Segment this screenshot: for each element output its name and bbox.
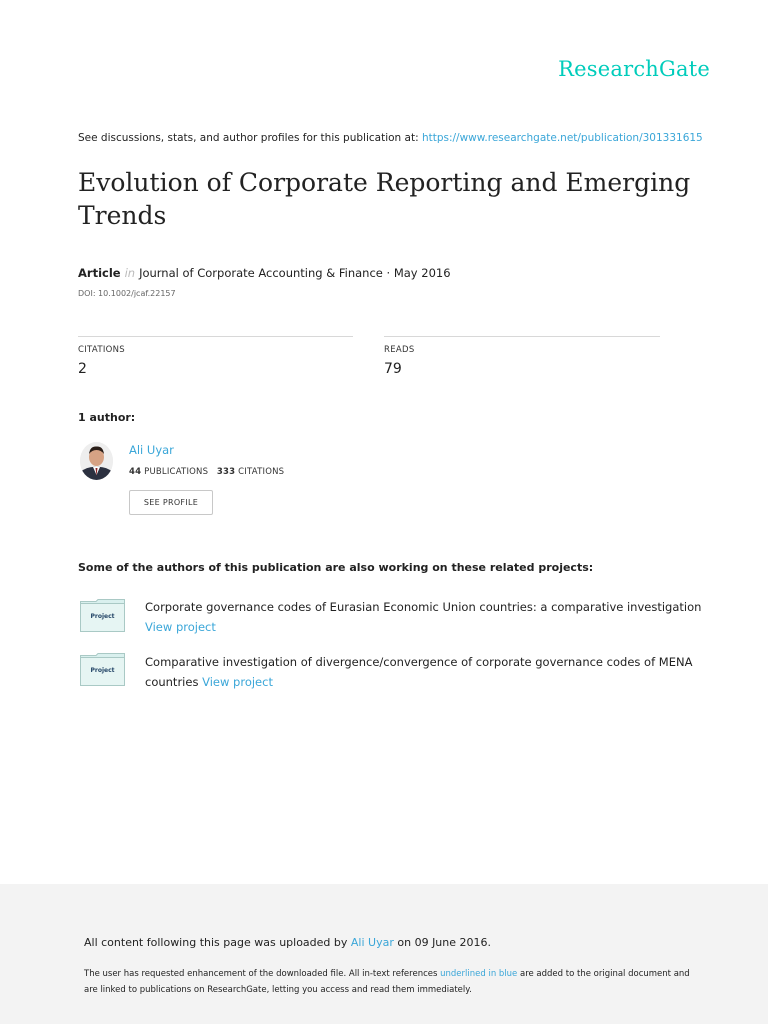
publication-type: Article (78, 266, 121, 280)
publication-meta (78, 266, 451, 280)
author-citations-count: 333 (216, 467, 236, 477)
project-title: Corporate governance codes of Eurasian Economic Union countries: a comparative investigation (145, 600, 702, 614)
reads-divider (384, 336, 660, 337)
author-name-link[interactable]: Ali Uyar (129, 443, 174, 457)
project-folder-icon (80, 653, 125, 686)
citations-label: CITATIONS (78, 345, 125, 355)
project-title: Comparative investigation of divergence/convergence of corporate governance codes of MENA countries (145, 655, 693, 689)
journal-date: Journal of Corporate Accounting & Finance · May 2016 (139, 266, 451, 280)
author-publications-label: PUBLICATIONS (144, 467, 209, 477)
uploaded-prefix: All content following this page was uploaded by (84, 936, 351, 949)
note-suffix: are added to the original document and are linked to publications on ResearchGate, letting you access and read them immediately. (84, 969, 690, 995)
researchgate-logo[interactable]: ResearchGate (558, 57, 710, 81)
author-photo-icon (80, 442, 113, 480)
uploaded-line (84, 936, 491, 949)
see-profile-button[interactable]: SEE PROFILE (129, 490, 213, 515)
publication-url-link[interactable]: https://www.researchgate.net/publication/301331615 (421, 132, 703, 144)
reads-value: 79 (384, 361, 402, 377)
projects-heading: Some of the authors of this publication are also working on these related projects: (78, 561, 594, 574)
author-citations-label: CITATIONS (238, 467, 285, 477)
author-publications-count: 44 (129, 467, 142, 477)
reads-label: READS (384, 345, 415, 355)
note-prefix: The user has requested enhancement of the downloaded file. All in-text references (84, 969, 441, 979)
citations-value: 2 (78, 361, 87, 377)
project-folder-label: Project (90, 613, 115, 620)
discussion-prefix: See discussions, stats, and author profiles for this publication at: (78, 132, 422, 144)
author-avatar[interactable] (80, 442, 113, 480)
in-word: in (124, 266, 136, 280)
doi: DOI: 10.1002/jcaf.22157 (78, 289, 176, 298)
view-project-link[interactable]: View project (145, 620, 216, 634)
project-item (145, 597, 705, 637)
underlined-in-blue-link[interactable]: underlined in blue (440, 969, 518, 979)
citations-divider (78, 336, 353, 337)
project-item (145, 652, 705, 692)
uploaded-suffix: on 09 June 2016. (393, 936, 492, 949)
discussion-line (78, 132, 703, 144)
view-project-link[interactable]: View project (202, 675, 273, 689)
project-folder-label: Project (90, 667, 115, 674)
enhancement-note (84, 966, 694, 998)
footer-panel (0, 884, 768, 1024)
author-stats (129, 467, 284, 477)
project-folder-icon (80, 599, 125, 632)
authors-heading: 1 author: (78, 411, 136, 424)
publication-title: Evolution of Corporate Reporting and Emerging Trends (78, 168, 691, 230)
uploader-link[interactable]: Ali Uyar (350, 936, 394, 949)
